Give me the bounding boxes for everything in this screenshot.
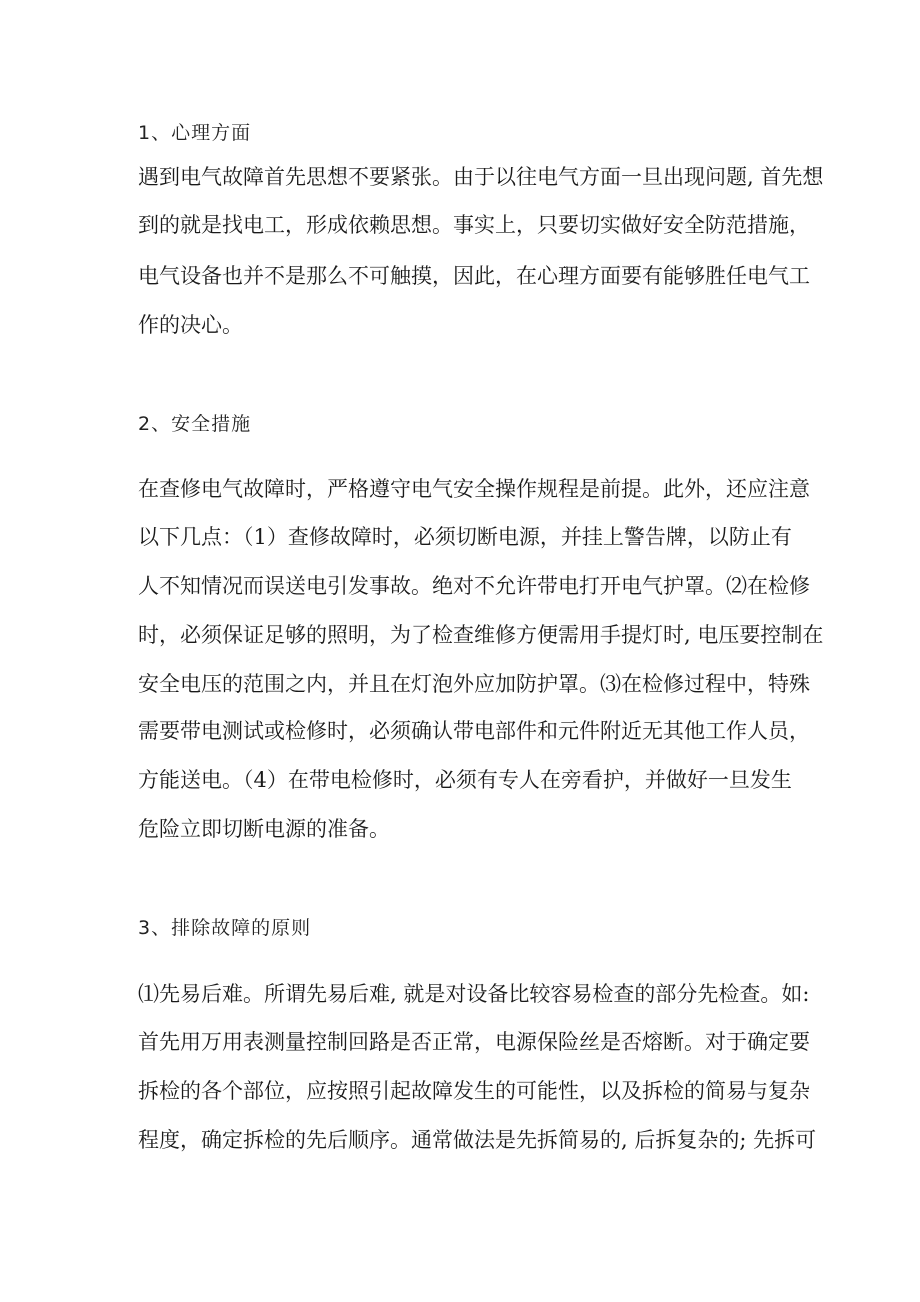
section-2-line-5: 安全电压的范围之内，并且在灯泡外应加防护罩。⑶在检修过程中，特殊 bbox=[138, 672, 810, 696]
section-3-heading: 3、排除故障的原则 bbox=[138, 917, 312, 939]
section-3-line-4: 程度，确定拆检的先后顺序。通常做法是先拆简易的, 后拆复杂的; 先拆可 bbox=[138, 1128, 817, 1152]
section-3-line-3: 拆检的各个部位，应按照引起故障发生的可能性，以及拆检的简易与复杂 bbox=[138, 1079, 810, 1103]
section-2-line-7: 方能送电。（4）在带电检修时，必须有专人在旁看护，并做好一旦发生 bbox=[138, 768, 792, 792]
section-1-line-2: 到的就是找电工，形成依赖思想。事实上，只要切实做好安全防范措施， bbox=[138, 213, 810, 237]
section-1-line-1: 遇到电气故障首先思想不要紧张。由于以往电气方面一旦出现问题, 首先想 bbox=[138, 165, 824, 189]
section-2-line-2: 以下几点：（1）查修故障时，必须切断电源，并挂上警告牌，以防止有 bbox=[138, 525, 792, 549]
section-1-line-4: 作的决心。 bbox=[138, 313, 243, 337]
section-2-line-8: 危险立即切断电源的准备。 bbox=[138, 817, 390, 841]
section-2-heading: 2、安全措施 bbox=[138, 413, 252, 435]
section-2-line-6: 需要带电测试或检修时，必须确认带电部件和元件附近无其他工作人员， bbox=[138, 719, 810, 743]
section-2-line-3: 人不知情况而误送电引发事故。绝对不允许带电打开电气护罩。⑵在检修 bbox=[138, 574, 810, 598]
section-2-line-4: 时，必须保证足够的照明，为了检查维修方便需用手提灯时, 电压要控制在 bbox=[138, 623, 824, 647]
section-2-line-1: 在查修电气故障时，严格遵守电气安全操作规程是前提。此外，还应注意 bbox=[138, 477, 810, 501]
section-3-line-1: ⑴先易后难。所谓先易后难, 就是对设备比较容易检查的部分先检查。如: bbox=[138, 982, 810, 1006]
section-1-heading: 1、心理方面 bbox=[138, 122, 252, 144]
section-3-line-2: 首先用万用表测量控制回路是否正常，电源保险丝是否熔断。对于确定要 bbox=[138, 1030, 810, 1054]
section-1-line-3: 电气设备也并不是那么不可触摸，因此，在心理方面要有能够胜任电气工 bbox=[138, 264, 810, 288]
